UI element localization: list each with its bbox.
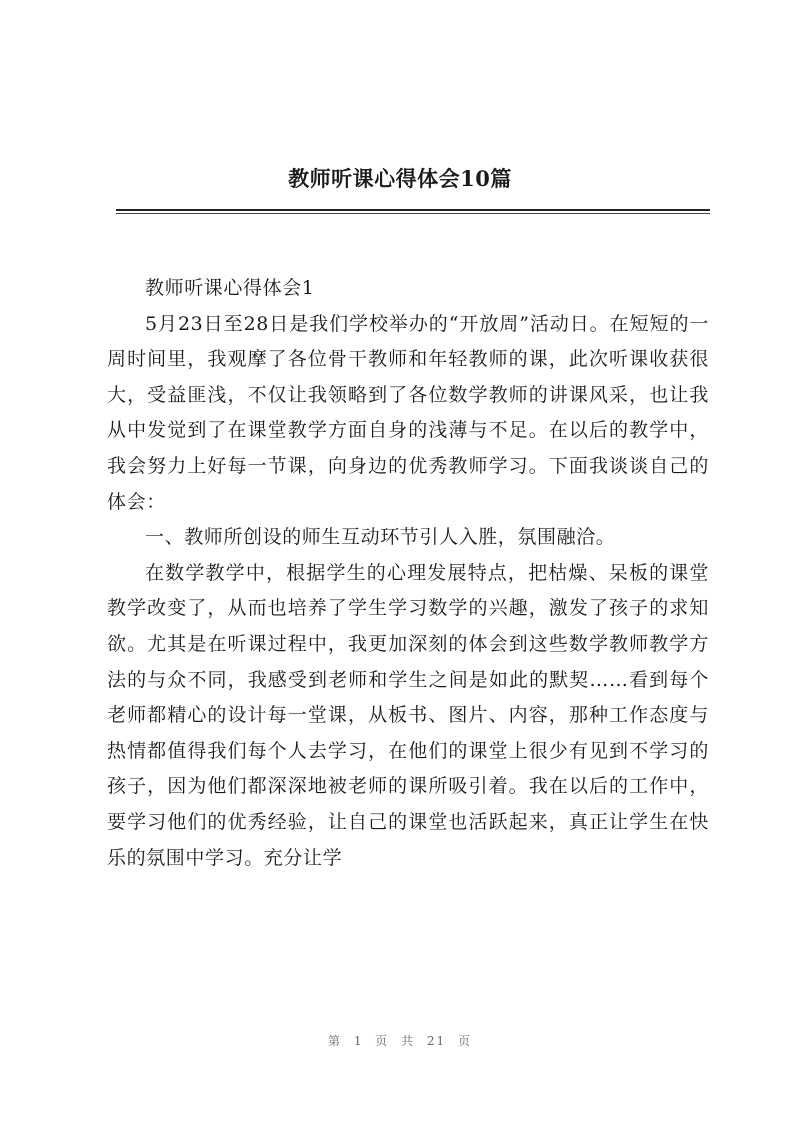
document-body (107, 271, 709, 876)
title-divider-thin (116, 213, 710, 214)
subsection-heading: 一、教师所创设的师生互动环节引人入胜，氛围融洽。 (145, 526, 616, 549)
section-heading: 教师听课心得体会1 (145, 277, 315, 299)
body-paragraph: 在数学教学中，根据学生的心理发展特点，把枯燥、呆板的课堂教学改变了，从而也培养了学生学习数学的兴趣，激发了孩子的求知欲。尤其是在听课过程中，我更加深刻的体会到这些数学教师教学方法的与众不同，我感受到老师和学生之间是如此的默契……看到每个老师都精心的设计每一堂课，从板书、图片、内容，那种工作态度与热情都值得我们每个人去学习，在他们的课堂上很少有见到不学习的孩子，因为他们都深深地被老师的课所吸引着。我在以后的工作中，要学习他们的优秀经验，让自己的课堂也活跃起来，真正让学生在快乐的氛围中学习。充分让学 (107, 561, 709, 869)
page-footer: 第 1 页 共 21 页 (328, 1034, 472, 1048)
title-divider-thick (116, 209, 710, 211)
body-paragraph: 5月23日至28日是我们学校举办的“开放周”活动日。在短短的一周时间里，我观摩了各位骨干教师和年轻教师的课，此次听课收获很大，受益匪浅，不仅让我领略到了各位数学教师的讲课风采，也让我从中发觉到了在课堂教学方面自身的浅薄与不足。在以后的教学中，我会努力上好每一节课，向身边的优秀教师学习。下面我谈谈自己的体会： (107, 312, 709, 513)
document-title: 教师听课心得体会10篇 (288, 166, 512, 191)
